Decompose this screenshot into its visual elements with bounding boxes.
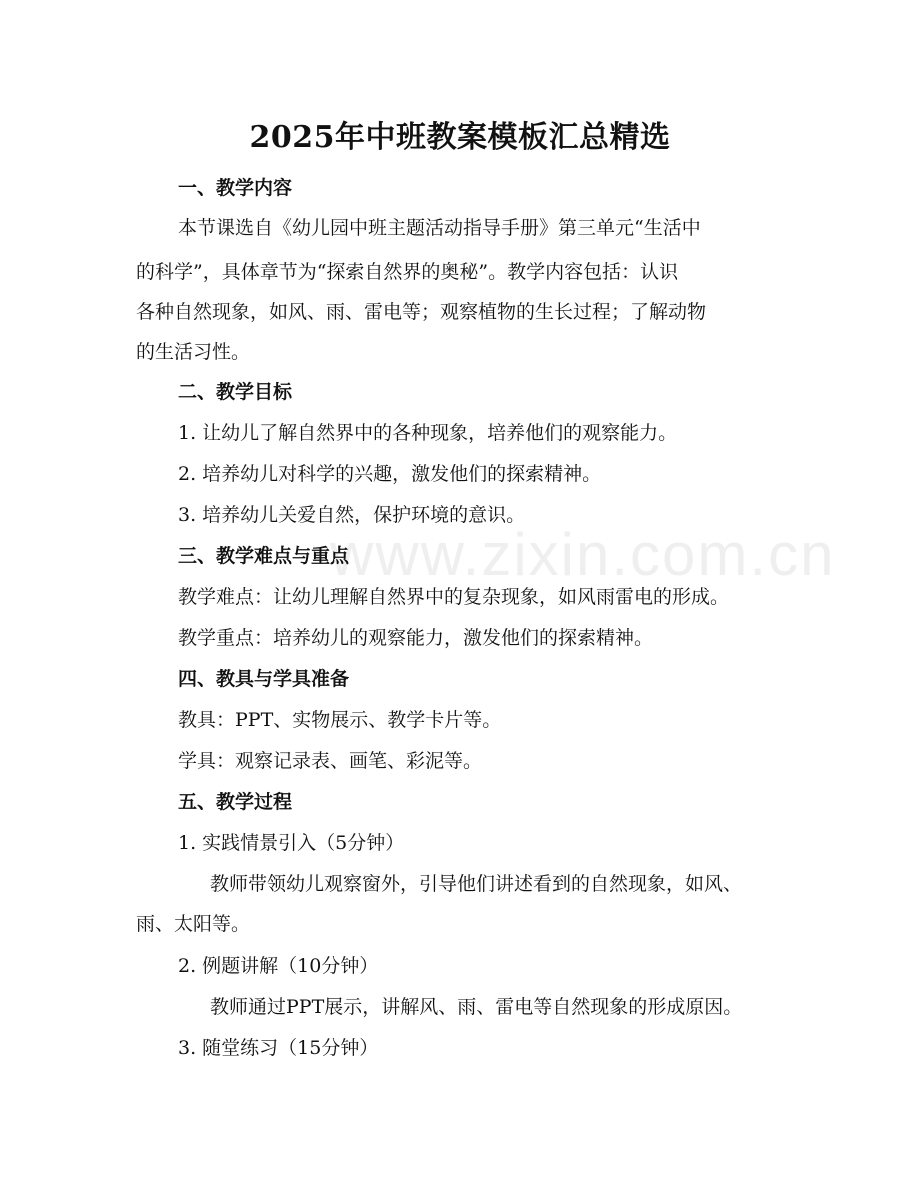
process-step-text: 教师带领幼儿观察窗外，引导他们讲述看到的自然现象，如风、 [210, 873, 743, 895]
watermark: www.zixin.com.cn [330, 521, 836, 588]
process-step-title: 1. 实践情景引入（5分钟） [178, 832, 405, 854]
process-step-text: 雨、太阳等。 [136, 913, 251, 935]
objective-item: 3. 培养幼儿关爱自然，保护环境的意识。 [178, 504, 526, 526]
section-heading-materials: 四、教具与学具准备 [178, 668, 350, 690]
objective-item: 2. 培养幼儿对科学的兴趣，激发他们的探索精神。 [178, 463, 602, 485]
content-paragraph-line: 本节课选自《幼儿园中班主题活动指导手册》第三单元“生活中 [178, 217, 701, 239]
teaching-difficulty: 教学难点：让幼儿理解自然界中的复杂现象，如风雨雷电的形成。 [178, 586, 730, 608]
section-heading-content: 一、教学内容 [178, 177, 293, 199]
learning-aids: 学具：观察记录表、画笔、彩泥等。 [178, 750, 483, 772]
content-paragraph-line: 的科学”，具体章节为“探索自然界的奥秘”。教学内容包括：认识 [136, 261, 679, 283]
content-paragraph-line: 的生活习性。 [136, 341, 251, 363]
process-step-title: 3. 随堂练习（15分钟） [178, 1037, 379, 1059]
process-step-title: 2. 例题讲解（10分钟） [178, 955, 379, 977]
teaching-key-point: 教学重点：培养幼儿的观察能力，激发他们的探索精神。 [178, 627, 654, 649]
teaching-aids: 教具：PPT、实物展示、教学卡片等。 [178, 709, 502, 731]
content-paragraph-line: 各种自然现象，如风、雨、雷电等；观察植物的生长过程；了解动物 [136, 301, 707, 323]
objective-item: 1. 让幼儿了解自然界中的各种现象，培养他们的观察能力。 [178, 422, 678, 444]
process-step-text: 教师通过PPT展示，讲解风、雨、雷电等自然现象的形成原因。 [210, 996, 743, 1018]
section-heading-objectives: 二、教学目标 [178, 381, 293, 403]
section-heading-difficulties: 三、教学难点与重点 [178, 545, 350, 567]
document-title: 2025年中班教案模板汇总精选 [249, 120, 671, 155]
section-heading-process: 五、教学过程 [178, 791, 293, 813]
